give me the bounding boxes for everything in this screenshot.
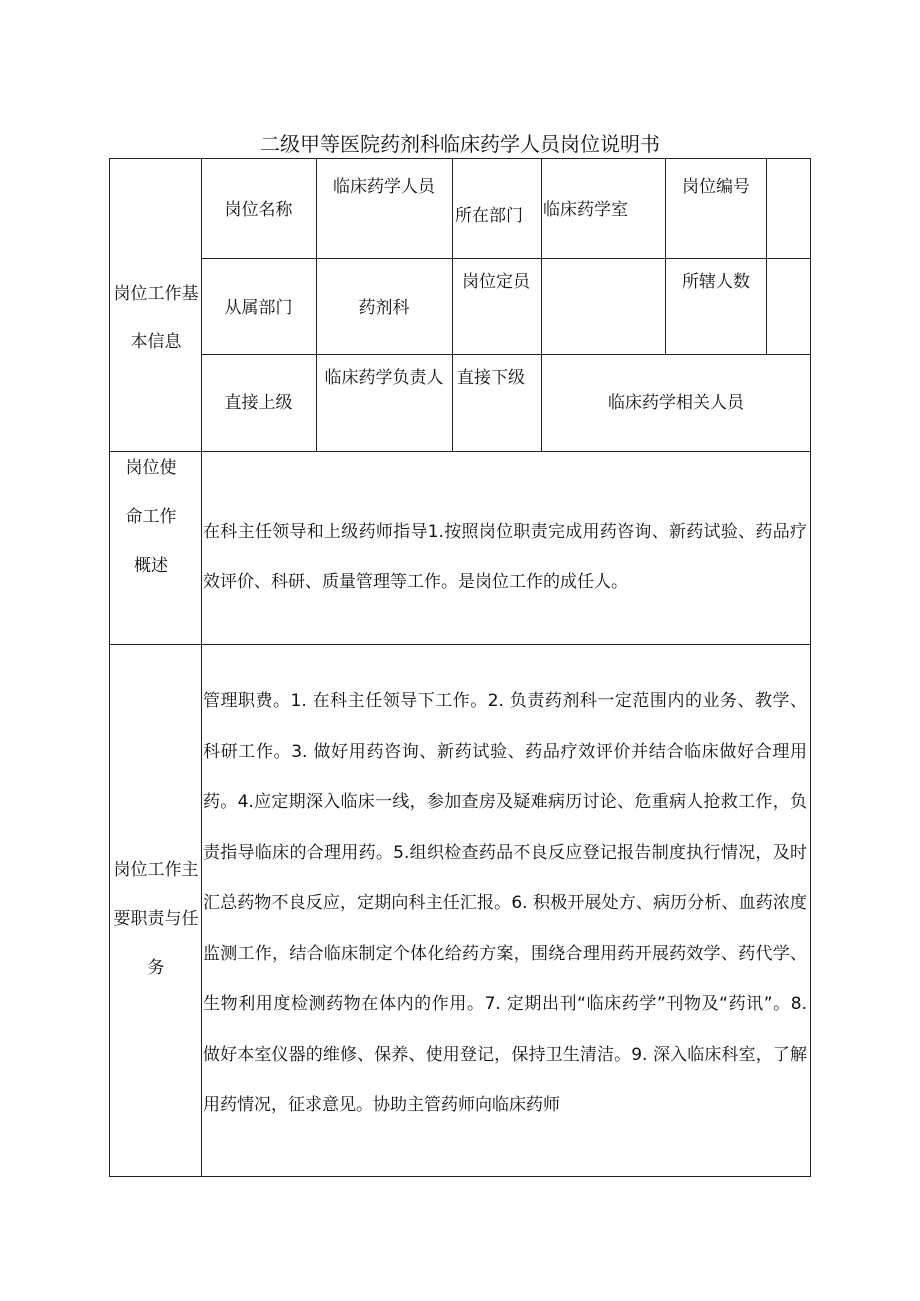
subordinates-count-label: 所辖人数 — [682, 272, 750, 292]
parent-dept-value: 药剂科 — [358, 298, 410, 318]
post-code-label: 岗位编号 — [682, 177, 750, 197]
parent-dept-label: 从属部门 — [224, 298, 293, 318]
department-value: 临床药学室 — [543, 200, 628, 220]
department-label: 所在部门 — [455, 206, 523, 226]
direct-subordinate-label: 直接下级 — [457, 368, 525, 388]
col-divider-4 — [665, 158, 666, 354]
table-right-border — [810, 158, 811, 1177]
mission-text: 在科主任领导和上级药师指导1.按照岗位职责完成用药咨询、新药试验、药品疗效评价、科研、质量管理等工作。是岗位工作的成任人。 — [203, 522, 807, 592]
table-top-border — [109, 158, 811, 159]
duties-text: 管理职费。1. 在科主任领导下工作。2. 负责药剂科一定范围内的业务、教学、科研工作。3. 做好用药咨询、新药试验、药品疗效评价并结合临床做好合理用药。4.应定期深入临床一线，参加查房及疑难病历讨论、危重病人抢救工作，负责指导临床的合理用药。5.组织检查药品不良反应登记报告制度执行情况，及时汇总药物不良反应，定期向科主任汇报。6. 积极开展处方、病历分析、血药浓度监测工作，结合临床制定个体化给药方案，围绕合理用药开展药效学、药代学、生物利用度检测药物在体内的作用。7. 定期出刊“临床药学”刊物及“药讯”。8. 做好本室仪器的维修、保养、使用登记，保持卫生清洁。9. 深入临床科室，了解用药情况，征求意见。协助主管药师向临床药师 — [203, 691, 807, 1115]
col-divider-2 — [452, 158, 453, 451]
basic-info-divider — [109, 451, 811, 452]
post-name-label: 岗位名称 — [224, 200, 293, 220]
mission-divider — [109, 644, 811, 645]
duties-label: 岗位工作主要职责与任务 — [113, 860, 199, 978]
mission-label: 岗位使命工作概述 — [125, 458, 177, 576]
post-name-value: 临床药学人员 — [333, 177, 435, 197]
direct-subordinate-value: 临床药学相关人员 — [608, 393, 744, 413]
col-divider-5 — [766, 158, 767, 354]
table-bottom-border — [109, 1176, 811, 1177]
basic-info-label: 岗位工作基本信息 — [113, 284, 199, 352]
staffing-label: 岗位定员 — [462, 272, 530, 292]
table-left-border — [109, 158, 110, 1177]
direct-superior-label: 直接上级 — [224, 393, 293, 413]
direct-superior-value: 临床药学负责人 — [324, 368, 444, 388]
document-title: 二级甲等医院药剂科临床药学人员岗位说明书 — [260, 132, 660, 156]
